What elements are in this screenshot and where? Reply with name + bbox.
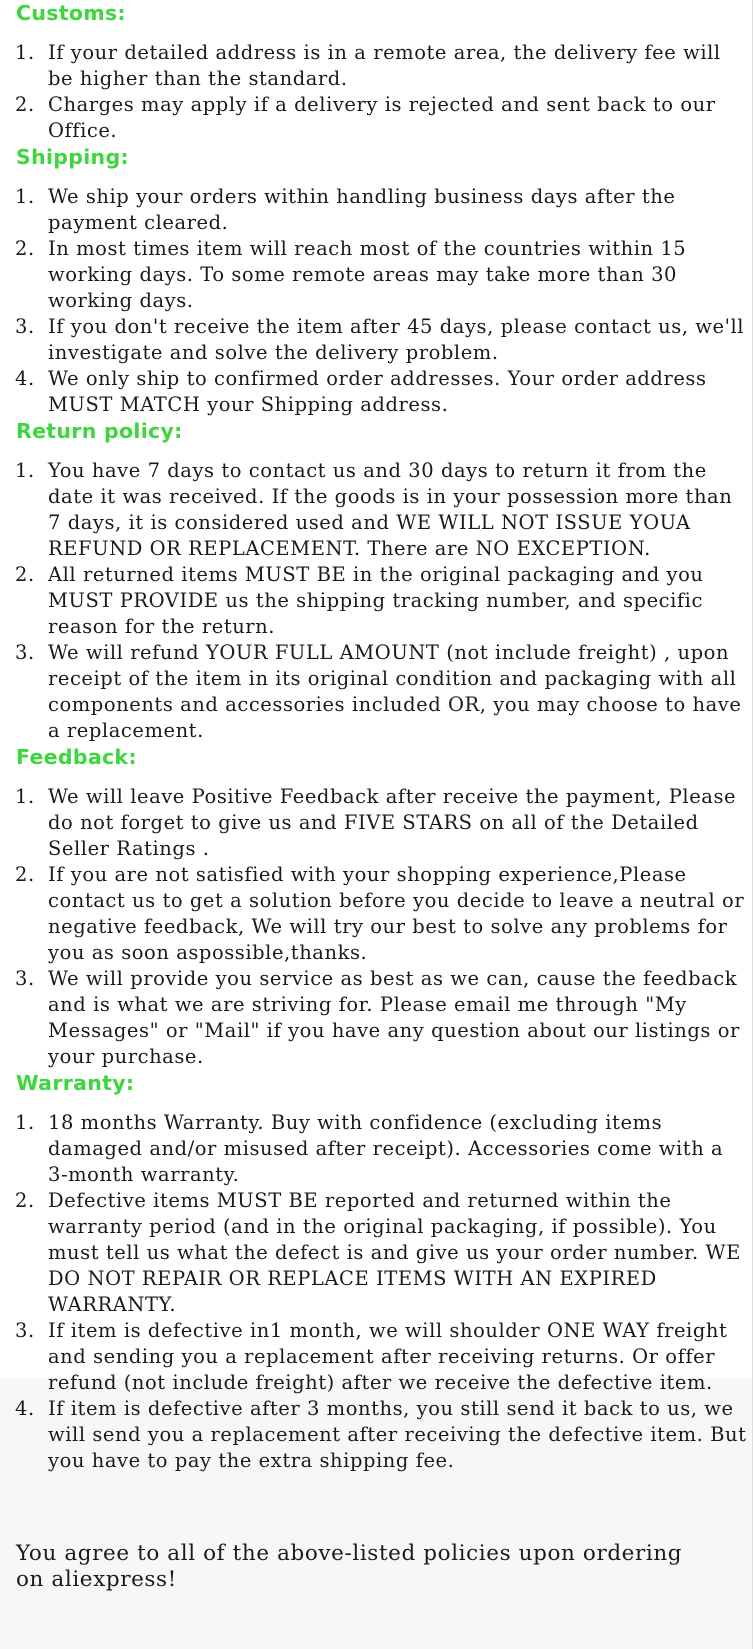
item-number: 3.	[15, 1319, 35, 1342]
item-text: If your detailed address is in a remote area, the delivery fee will be higher than the standard.	[48, 41, 721, 90]
item-text: If item is defective in1 month, we will shoulder ONE WAY freight and sending you a replacement after receiving returns. Or offer refund (not include freight) after we receive the defective item.	[48, 1319, 728, 1394]
item-text: If you are not satisfied with your shopping experience,Please contact us to get a solution before you decide to leave a neutral or negative feedback, We will try our best to solve any problems for you as soon aspossible,thanks.	[48, 863, 745, 964]
item-text: We only ship to confirmed order addresses. Your order address MUST MATCH your Shipping address.	[48, 367, 707, 416]
list-item	[0, 366, 753, 418]
section-title: Shipping:	[16, 145, 129, 169]
item-text: 18 months Warranty. Buy with confidence (excluding items damaged and/or misused after receipt). Accessories come with a 3-month warranty.	[48, 1111, 724, 1186]
list-item	[0, 862, 753, 966]
item-text: We will refund YOUR FULL AMOUNT (not include freight) , upon receipt of the item in its original condition and packaging with all components and accessories included OR, you may choose to have a replacement.	[48, 641, 742, 742]
list-item	[0, 1110, 753, 1188]
item-number: 1.	[15, 785, 35, 808]
item-text: You have 7 days to contact us and 30 days to return it from the date it was received. If the goods is in your possession more than 7 days, it is considered used and WE WILL NOT ISSUE YOUA REFUND OR REPLACEMENT. There are NO EXCEPTION.	[48, 459, 733, 560]
list-item	[0, 784, 753, 862]
policy-list	[0, 40, 753, 144]
list-item	[0, 640, 753, 744]
policy-list	[0, 458, 753, 744]
list-item	[0, 1396, 753, 1474]
item-number: 4.	[15, 367, 35, 390]
item-text: All returned items MUST BE in the original packaging and you MUST PROVIDE us the shipping tracking number, and specific reason for the return.	[48, 563, 704, 638]
policy-list	[0, 784, 753, 1070]
item-number: 4.	[15, 1397, 35, 1420]
list-item	[0, 1318, 753, 1396]
list-item	[0, 966, 753, 1070]
item-number: 2.	[15, 563, 35, 586]
item-text: We ship your orders within handling business days after the payment cleared.	[48, 185, 676, 234]
list-item	[0, 40, 753, 92]
item-text: If item is defective after 3 months, you still send it back to us, we will send you a replacement after receiving the defective item. But you have to pay the extra shipping fee.	[48, 1397, 747, 1472]
item-number: 1.	[15, 459, 35, 482]
section-title: Feedback:	[16, 745, 137, 769]
item-number: 3.	[15, 641, 35, 664]
item-text: We will provide you service as best as we can, cause the feedback and is what we are striving for. Please email me through "My Messages" or "Mail" if you have any question about our listings or your purchase.	[48, 967, 740, 1068]
item-number: 3.	[15, 967, 35, 990]
item-text: In most times item will reach most of the countries within 15 working days. To some remote areas may take more than 30 working days.	[48, 237, 687, 312]
item-number: 2.	[15, 93, 35, 116]
policy-list	[0, 184, 753, 418]
item-number: 1.	[15, 1111, 35, 1134]
list-item	[0, 92, 753, 144]
item-text: Charges may apply if a delivery is rejected and sent back to our Office.	[48, 93, 716, 142]
item-number: 1.	[15, 185, 35, 208]
item-number: 2.	[15, 863, 35, 886]
policy-list	[0, 1110, 753, 1474]
item-number: 3.	[15, 315, 35, 338]
list-item	[0, 458, 753, 562]
item-text: If you don't receive the item after 45 days, please contact us, we'll investigate and solve the delivery problem.	[48, 315, 745, 364]
agreement-note: You agree to all of the above-listed policies upon ordering on aliexpress!	[16, 1541, 683, 1592]
section-title: Warranty:	[16, 1071, 135, 1095]
list-item	[0, 236, 753, 314]
item-number: 1.	[15, 41, 35, 64]
list-item	[0, 184, 753, 236]
item-text: We will leave Positive Feedback after receive the payment, Please do not forget to give us and FIVE STARS on all of the Detailed Seller Ratings .	[48, 785, 737, 860]
list-item	[0, 562, 753, 640]
item-number: 2.	[15, 237, 35, 260]
section-title: Customs:	[16, 1, 126, 25]
list-item	[0, 1188, 753, 1318]
list-item	[0, 314, 753, 366]
item-number: 2.	[15, 1189, 35, 1212]
item-text: Defective items MUST BE reported and returned within the warranty period (and in the original packaging, if possible). You must tell us what the defect is and give us your order number. WE DO NOT REPAIR OR REPLACE ITEMS WITH AN EXPIRED WARRANTY.	[48, 1189, 741, 1316]
section-title: Return policy:	[16, 419, 183, 443]
